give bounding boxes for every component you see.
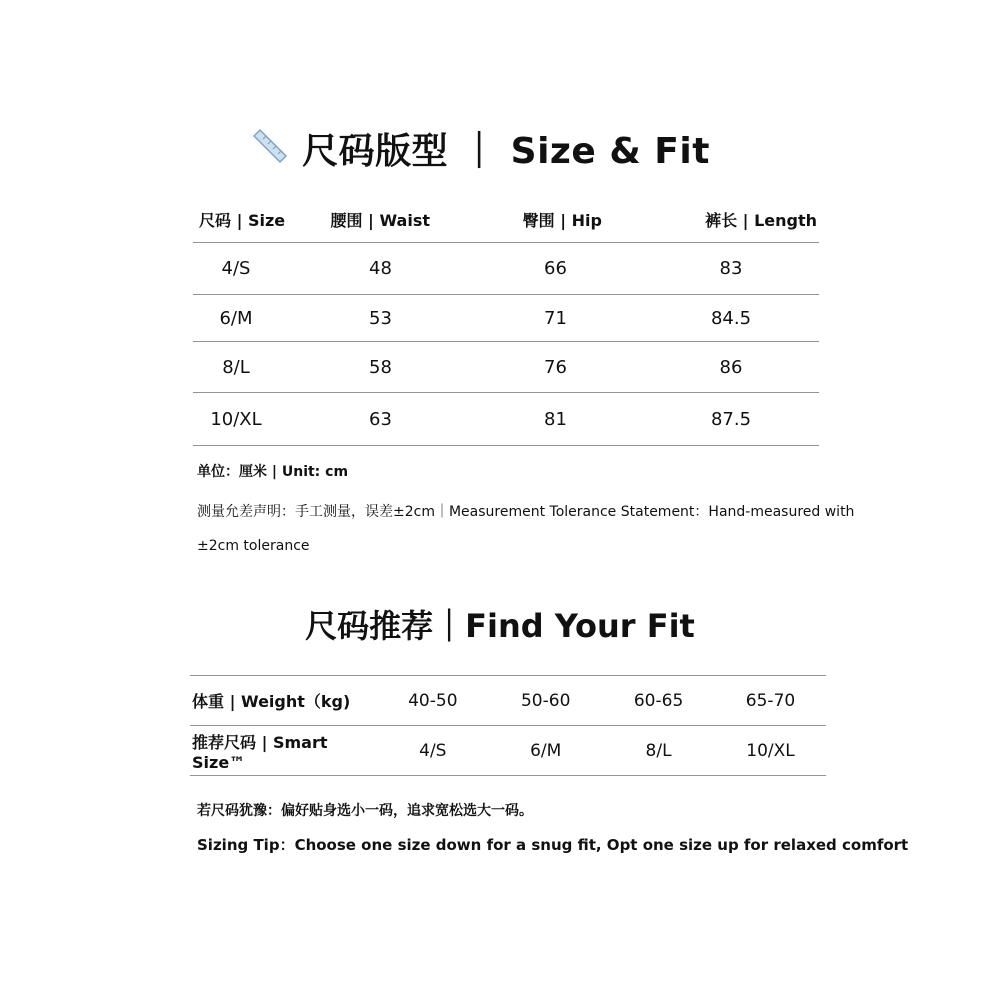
size-fit-title <box>0 118 1000 178</box>
size-fit-title-text: 尺码版型 ｜ Size & Fit <box>302 130 710 172</box>
sizing-tip-cn: 若尺码犹豫：偏好贴身选小一码，追求宽松选大一码。 <box>197 803 533 819</box>
cell-size: 6/M <box>219 307 253 329</box>
header-hip: 臀围 | Hip <box>522 210 602 230</box>
cell-waist: 58 <box>369 356 392 378</box>
fit-recommendation-table <box>190 675 826 776</box>
unit-note: 单位：厘米 | Unit: cm <box>197 464 349 480</box>
cell-length: 86 <box>719 356 743 378</box>
find-your-fit-title: 尺码推荐｜Find Your Fit <box>305 607 695 645</box>
size-chart-table <box>193 196 819 446</box>
weight-value: 60-65 <box>633 690 684 711</box>
header-size: 尺码 | Size <box>199 210 286 230</box>
cell-hip: 81 <box>544 408 567 430</box>
cell-waist: 53 <box>369 307 392 329</box>
cell-length: 84.5 <box>710 307 752 329</box>
table-row <box>193 295 819 342</box>
smart-size-value: 10/XL <box>746 740 795 761</box>
smart-size-value: 4/S <box>419 740 447 761</box>
cell-waist: 48 <box>369 258 392 279</box>
weight-row <box>190 676 826 726</box>
cell-size: 4/S <box>221 258 251 279</box>
cell-size: 8/L <box>222 356 250 378</box>
weight-value: 50-60 <box>520 690 571 711</box>
weight-value: 40-50 <box>408 690 458 711</box>
smart-size-value: 8/L <box>645 740 672 761</box>
ruler-icon <box>250 128 290 168</box>
cell-length: 83 <box>719 258 743 279</box>
cell-hip: 76 <box>544 356 567 378</box>
table-row <box>193 243 819 295</box>
size-chart-header <box>193 196 819 243</box>
cell-hip: 66 <box>544 258 567 279</box>
weight-label: 体重 | Weight（kg) <box>192 692 351 711</box>
cell-waist: 63 <box>369 408 392 430</box>
smart-size-value: 6/M <box>530 740 562 761</box>
smart-size-label: 推荐尺码 | Smart Size™ <box>192 732 328 772</box>
header-length: 裤长 | Length <box>705 210 817 230</box>
table-row <box>193 342 819 393</box>
sizing-tip-en: Sizing Tip：Choose one size down for a snug fit, Opt one size up for relaxed comfort <box>197 836 909 854</box>
tolerance-note: 测量允差声明：手工测量，误差±2cm｜Measurement Tolerance Statement：Hand-measured with ±2cm tolerance <box>197 504 855 554</box>
header-waist: 腰围 | Waist <box>330 210 430 230</box>
cell-length: 87.5 <box>710 408 752 430</box>
weight-value: 65-70 <box>745 690 796 711</box>
cell-hip: 71 <box>544 307 567 329</box>
smart-size-row <box>190 726 826 776</box>
cell-size: 10/XL <box>210 408 262 430</box>
table-row <box>193 393 819 446</box>
